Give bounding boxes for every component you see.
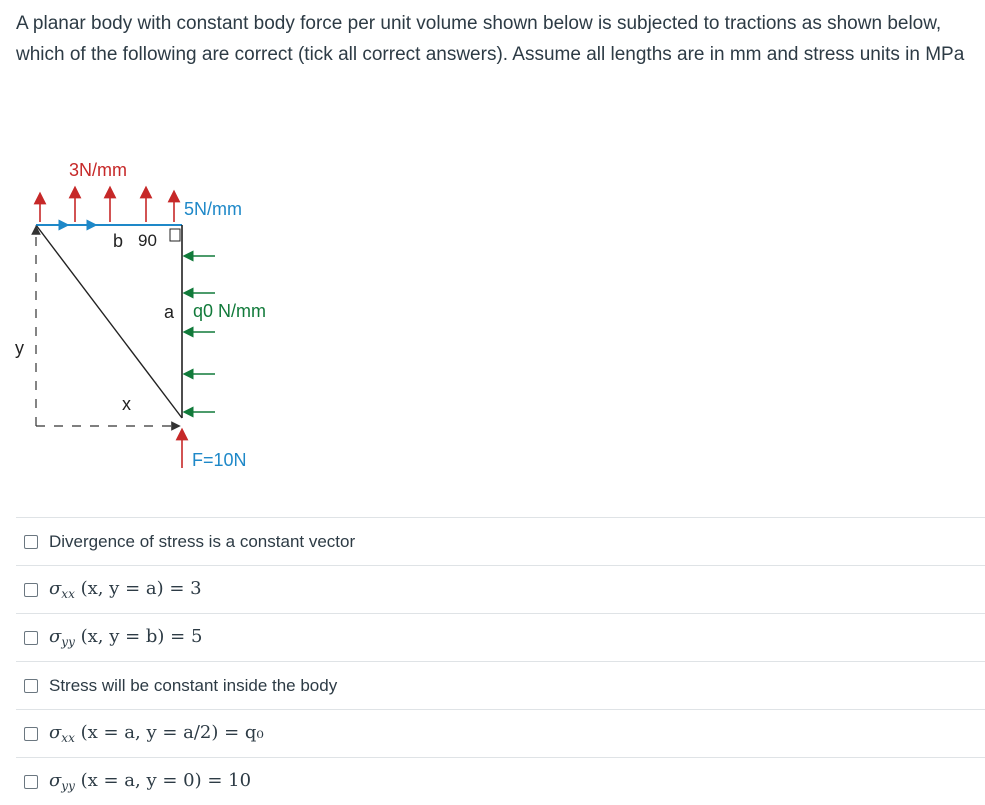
sigma-subscript: yy <box>61 779 75 793</box>
answer-math <box>49 770 251 793</box>
side-traction-arrows <box>188 256 215 412</box>
answer-option[interactable] <box>16 517 985 565</box>
answer-list <box>16 517 985 805</box>
sigma-subscript: xx <box>61 731 75 745</box>
body-diagram <box>0 150 320 480</box>
answer-option[interactable] <box>16 709 985 757</box>
checkbox[interactable] <box>24 631 38 645</box>
answer-math <box>49 722 264 745</box>
sigma-symbol: σ <box>49 770 62 791</box>
question-text: A planar body with constant body force per unit volume shown below is subjected to tractions as shown below, which of the following are correct (tick all correct answers). Assume all lengths are in mm and stress units in MPa <box>16 13 965 65</box>
answer-option[interactable] <box>16 565 985 613</box>
triangle-body <box>36 225 182 418</box>
sigma-symbol: σ <box>49 722 62 743</box>
math-expression: (x = a, y = 0) = 10 <box>74 770 252 791</box>
coordinate-axes <box>36 230 176 426</box>
checkbox[interactable] <box>24 679 38 693</box>
corner-load-label: 5N/mm <box>184 199 242 219</box>
answer-label: Stress will be constant inside the body <box>49 675 338 695</box>
answer-math <box>49 578 202 601</box>
top-load-label: 3N/mm <box>69 160 127 180</box>
checkbox[interactable] <box>24 775 38 789</box>
a-label: a <box>164 302 175 322</box>
checkbox[interactable] <box>24 535 38 549</box>
sigma-symbol: σ <box>49 578 62 599</box>
diagram-svg <box>0 150 320 480</box>
top-traction-arrows <box>40 192 174 222</box>
y-axis-label: y <box>15 338 24 358</box>
answer-option[interactable] <box>16 661 985 709</box>
answer-math <box>49 626 202 649</box>
angle-label: 90 <box>138 231 157 250</box>
sigma-symbol: σ <box>49 626 62 647</box>
checkbox[interactable] <box>24 727 38 741</box>
answer-label: Divergence of stress is a constant vector <box>49 531 356 551</box>
answer-option[interactable] <box>16 613 985 661</box>
math-expression: (x, y = b) = 5 <box>74 626 203 647</box>
side-load-label: q0 N/mm <box>193 301 267 321</box>
sigma-subscript: yy <box>61 635 75 649</box>
sigma-subscript: xx <box>61 587 75 601</box>
answer-option[interactable] <box>16 757 985 805</box>
math-expression: (x = a, y = a/2) = q₀ <box>74 722 264 743</box>
math-expression: (x, y = a) = 3 <box>74 578 202 599</box>
x-axis-label: x <box>122 394 131 414</box>
b-label: b <box>113 231 124 251</box>
checkbox[interactable] <box>24 583 38 597</box>
force-label: F=10N <box>192 450 247 470</box>
